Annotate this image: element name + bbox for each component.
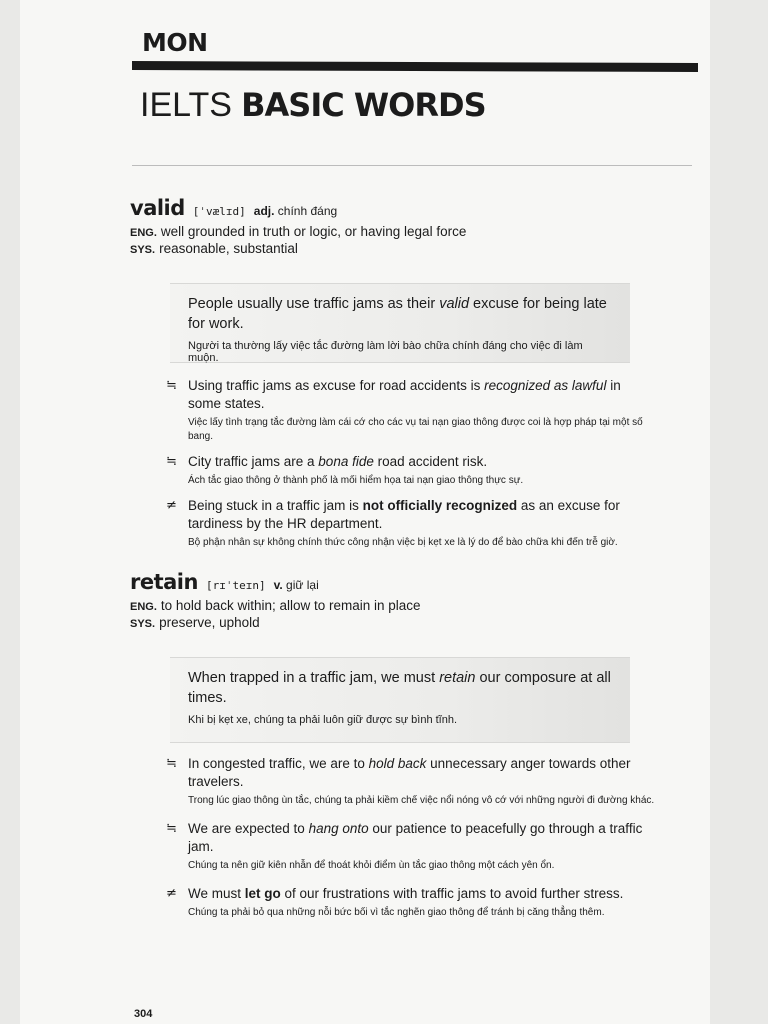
- word-line: [130, 570, 670, 594]
- related-translation: Trong lúc giao thông ùn tắc, chúng ta phải kiềm chế việc nổi nóng vô cớ với những người đi đường khác.: [188, 795, 655, 806]
- related-sentence: [166, 885, 656, 920]
- related-english: City traffic jams are a bona fide road accident risk.: [188, 454, 488, 469]
- headword: retain: [130, 570, 198, 594]
- related-translation: Ách tắc giao thông ở thành phố là mối hiểm họa tai nạn giao thông thực sự.: [188, 475, 524, 486]
- related-english: We must let go of our frustrations with traffic jams to avoid further stress.: [188, 886, 624, 901]
- opposite-symbol: ≠: [166, 498, 177, 513]
- headword: valid: [130, 196, 185, 220]
- related-sentence: [166, 755, 656, 808]
- pronunciation: [rɪˈteɪn]: [205, 579, 266, 592]
- related-translation: Chúng ta phải bỏ qua những nỗi bức bối vì tắc nghẽn giao thông để tránh bị căng thẳng thêm.: [188, 907, 605, 918]
- related-translation: Chúng ta nên giữ kiên nhẫn để thoát khỏi điểm ùn tắc giao thông một cách yên ổn.: [188, 860, 555, 871]
- part-of-speech: v. giữ lại: [273, 578, 319, 592]
- title-bold: BASIC WORDS: [241, 86, 486, 124]
- header-rule: [132, 61, 698, 72]
- title-light: IELTS: [140, 86, 232, 124]
- english-definition: ENG. well grounded in truth or logic, or having legal force: [130, 224, 467, 239]
- similar-symbol: ≒: [166, 454, 177, 469]
- related-sentence: [166, 453, 656, 488]
- example-translation: Người ta thường lấy việc tắc đường làm lời bào chữa chính đáng cho việc đi làm muộn.: [188, 340, 583, 364]
- related-sentence: [166, 497, 656, 550]
- related-english: In congested traffic, we are to hold back unnecessary anger towards other travelers.: [188, 756, 631, 789]
- related-english: Being stuck in a traffic jam is not officially recognized as an excuse for tardiness by the HR department.: [188, 498, 620, 531]
- part-of-speech: adj. chính đáng: [253, 204, 338, 218]
- related-sentence: [166, 820, 656, 873]
- entry-retain: [130, 570, 670, 630]
- section-divider: [132, 165, 692, 166]
- entry-valid: [130, 196, 670, 256]
- pronunciation: [ˈvælɪd]: [192, 205, 246, 218]
- opposite-symbol: ≠: [166, 886, 177, 901]
- synonyms: SYS. reasonable, substantial: [130, 241, 298, 256]
- similar-symbol: ≒: [166, 378, 177, 393]
- english-definition: ENG. to hold back within; allow to remain in place: [130, 598, 421, 613]
- related-translation: Bộ phận nhân sự không chính thức công nhận việc bị kẹt xe là lý do để bào chữa khi đến trễ giờ.: [188, 537, 618, 548]
- day-label: MON: [142, 28, 208, 57]
- related-english: We are expected to hang onto our patience to peacefully go through a traffic jam.: [188, 821, 643, 854]
- word-line: [130, 196, 670, 220]
- page-number: 304: [134, 1008, 153, 1020]
- example-sentence: When trapped in a traffic jam, we must retain our composure at all times.: [188, 670, 611, 706]
- synonyms: SYS. preserve, uphold: [130, 615, 260, 630]
- related-english: Using traffic jams as excuse for road accidents is recognized as lawful in some states.: [188, 378, 621, 411]
- similar-symbol: ≒: [166, 756, 177, 771]
- example-box: [170, 657, 630, 743]
- related-sentence: [166, 377, 656, 444]
- example-sentence: People usually use traffic jams as their valid excuse for being late for work.: [188, 296, 607, 332]
- page-title: [140, 86, 486, 125]
- example-box: [170, 283, 630, 363]
- book-page: [20, 0, 710, 1024]
- similar-symbol: ≒: [166, 821, 177, 836]
- related-translation: Việc lấy tình trạng tắc đường làm cái cớ cho các vụ tai nạn giao thông được coi là hợp pháp tại một số bang.: [188, 417, 643, 442]
- example-translation: Khi bị kẹt xe, chúng ta phải luôn giữ được sự bình tĩnh.: [188, 714, 458, 726]
